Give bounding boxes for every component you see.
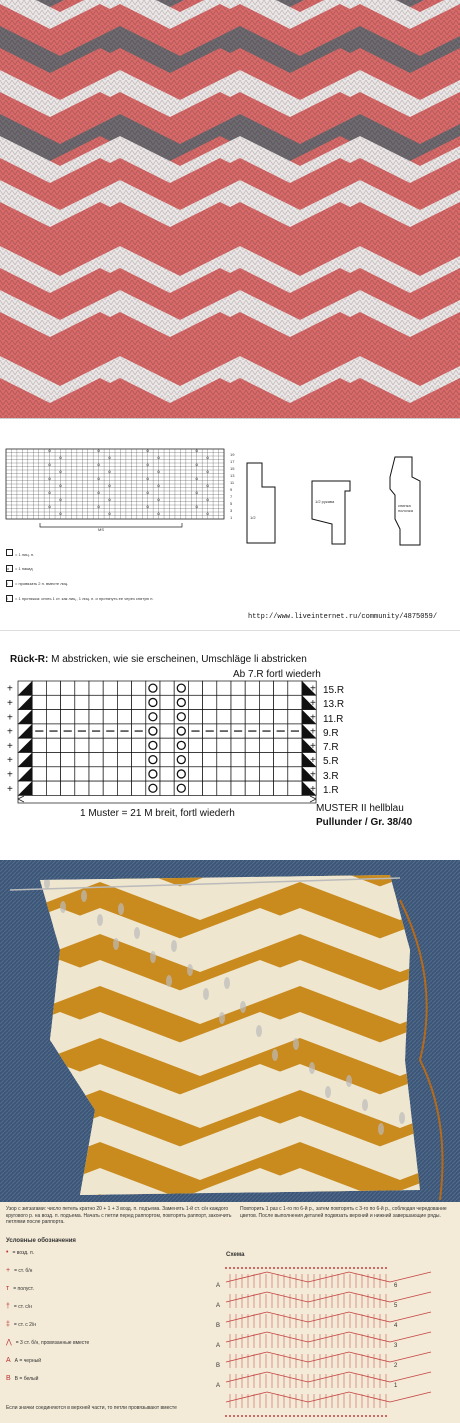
chart-cell — [274, 681, 288, 695]
legend-title: Условные обозначения — [6, 1238, 76, 1244]
chart-cell — [117, 738, 131, 752]
chart-cell — [288, 681, 302, 695]
chart-cell — [203, 710, 217, 724]
svg-text:+: + — [7, 712, 13, 724]
chart-cell — [132, 695, 146, 709]
chart-row-number: 5 — [230, 501, 233, 506]
crochet-schema-panel — [0, 1202, 460, 1423]
svg-text:+: + — [310, 740, 316, 752]
svg-text:+: + — [310, 726, 316, 738]
schema-row-letters — [216, 1276, 220, 1396]
crochet-legend-text: = полуст. — [13, 1286, 34, 1292]
chart-cell — [217, 681, 231, 695]
chart-cell — [75, 738, 89, 752]
chart-cell — [231, 710, 245, 724]
chart-cell — [203, 695, 217, 709]
schematic-label-2: 1/2 рукава — [315, 499, 335, 504]
chart-cell — [32, 753, 46, 767]
chart-cell — [160, 695, 174, 709]
chart-cell — [203, 767, 217, 781]
chart-cell — [89, 781, 103, 795]
schema-row-number: 3 — [394, 1343, 398, 1349]
chart-cell — [117, 781, 131, 795]
chart-cell — [231, 753, 245, 767]
crochet-symbol-icon: A — [6, 1357, 11, 1364]
chart-cell — [203, 681, 217, 695]
chart-cell — [174, 753, 188, 767]
schematic-half-sleeve — [312, 481, 350, 544]
chart-cell — [160, 681, 174, 695]
chart-cell — [103, 781, 117, 795]
chart-cell — [217, 695, 231, 709]
schematic-label-3: спинка — [398, 503, 411, 508]
schema-row-letter: A — [216, 1283, 221, 1289]
legend-k2tog: = провязать 2 п. вместе лиц. — [15, 581, 69, 586]
chart-cell — [61, 753, 75, 767]
chart-cell — [89, 753, 103, 767]
chart-cell — [146, 767, 160, 781]
svg-text:+: + — [310, 755, 316, 767]
schematic-label-1: 1/2 — [250, 515, 256, 520]
chart-row-number: 11 — [230, 480, 235, 485]
chart-cell — [32, 710, 46, 724]
chart-cell — [103, 681, 117, 695]
chart-cell — [288, 753, 302, 767]
svg-text:+: + — [7, 697, 13, 709]
chart-cell — [160, 710, 174, 724]
chart-cell — [103, 767, 117, 781]
chart-cell — [288, 710, 302, 724]
chart-cell — [174, 695, 188, 709]
chart-cell — [117, 681, 131, 695]
chart-cell — [146, 681, 160, 695]
chart-cell — [217, 753, 231, 767]
schema-row-numbers — [394, 1276, 397, 1396]
ms-label: MS — [98, 527, 104, 532]
svg-text:+: + — [310, 769, 316, 781]
chart-cell — [188, 681, 202, 695]
schema-row-letter: A — [216, 1383, 221, 1389]
crochet-symbol-icon: B — [6, 1375, 11, 1382]
chart-row-number: 19 — [230, 452, 235, 457]
chart-cell — [174, 767, 188, 781]
chart-cell — [132, 767, 146, 781]
legend-knit: = 1 лиц. п. — [15, 552, 35, 557]
chart-cell — [231, 781, 245, 795]
chart-cell — [288, 767, 302, 781]
chart-row-number: 17 — [230, 459, 235, 464]
muster-row-label: 15.R — [323, 685, 345, 696]
chart-cell — [188, 781, 202, 795]
svg-text:+: + — [310, 783, 316, 795]
chart-cell — [61, 681, 75, 695]
crochet-symbol-icon: ᴛ — [6, 1285, 10, 1292]
chart-cell — [32, 781, 46, 795]
schematic-half-front — [247, 463, 275, 543]
chart-cell — [288, 781, 302, 795]
chart-cell — [245, 681, 259, 695]
chart-cell — [231, 695, 245, 709]
chart-cell — [203, 781, 217, 795]
chart-cell — [89, 738, 103, 752]
legend-skp: = 1 протяжка: снять 1 ст. как лиц., 1 лиц. п. и протянуть ее через снятую п. — [15, 596, 154, 601]
muster-row-label: 7.R — [323, 742, 339, 754]
chart-cell — [259, 738, 273, 752]
chart-cell — [46, 681, 60, 695]
muster-row-label: 1.R — [323, 785, 339, 797]
schematic-label-4: полочка — [398, 508, 413, 513]
chart-cell — [146, 753, 160, 767]
chart-cell — [46, 695, 60, 709]
legend-note: Если значки соединяются в верхней части, то петли провязывают вместе — [6, 1405, 177, 1411]
svg-text:+: + — [310, 712, 316, 724]
chart-cell — [132, 681, 146, 695]
chart-cell — [259, 753, 273, 767]
crochet-symbol-icon: ⋀ — [6, 1339, 12, 1346]
chart-cell — [217, 781, 231, 795]
chart-cell — [146, 710, 160, 724]
schema-row-number: 1 — [394, 1383, 398, 1389]
chart-cell — [259, 781, 273, 795]
chart-cell — [274, 710, 288, 724]
chart-cell — [160, 781, 174, 795]
chart-cell — [245, 753, 259, 767]
chart-cell — [217, 767, 231, 781]
chart-cell — [288, 738, 302, 752]
chart-cell — [103, 738, 117, 752]
chart-cell — [117, 695, 131, 709]
svg-text:+: + — [7, 726, 13, 738]
chart-cell — [174, 738, 188, 752]
chart-cell — [174, 781, 188, 795]
crochet-legend-text: = ст. с 2/н — [13, 1322, 37, 1328]
chart-cell — [103, 710, 117, 724]
chart-row-numbers — [230, 451, 244, 521]
crochet-legend-text: А = черный — [14, 1358, 42, 1364]
chart-cell — [274, 767, 288, 781]
chart-cell — [259, 695, 273, 709]
chart-cell — [203, 738, 217, 752]
schema-row-number: 2 — [394, 1363, 398, 1369]
muster-row-label: 9.R — [323, 727, 339, 739]
chart-cell — [46, 738, 60, 752]
chart-cell — [132, 781, 146, 795]
chart-cell — [288, 695, 302, 709]
chart-cell — [32, 767, 46, 781]
schema-text-right: Повторить 1 раз с 1-го по 6-й р., затем повторять с 3-го по 6-й р., соблюдая чередование цветов. После выполнения деталей подвязать верхний и нижний завершающие ряды. — [240, 1206, 447, 1219]
crochet-photo-ochre — [0, 860, 460, 1202]
chart-cell — [245, 767, 259, 781]
chart-cell — [231, 767, 245, 781]
chart-cell — [245, 710, 259, 724]
chart-cell — [61, 767, 75, 781]
chart-cell — [61, 738, 75, 752]
chart-cell — [46, 753, 60, 767]
svg-text:+: + — [7, 683, 13, 695]
repeat-label: 1 Muster = 21 M breit, fortl wiederh — [80, 808, 235, 819]
chart-cell — [32, 738, 46, 752]
rueck-heading-text: M abstricken, wie sie erscheinen, Umschläge li abstricken — [51, 654, 307, 665]
muster-row-label: 3.R — [323, 770, 339, 782]
chart-cell — [61, 781, 75, 795]
chart-cell — [245, 695, 259, 709]
muster-row-label: 13.R — [323, 699, 345, 711]
chart-row-number: 9 — [230, 487, 233, 492]
schematic-back-front — [390, 457, 420, 545]
chart-cell — [217, 738, 231, 752]
chart-cell — [146, 781, 160, 795]
chart-cell — [259, 767, 273, 781]
chart-cell — [132, 710, 146, 724]
chart-cell — [231, 738, 245, 752]
chart-cell — [32, 695, 46, 709]
chart-cell — [245, 781, 259, 795]
chart-row-number: 3 — [230, 508, 233, 513]
schema-row-number: 5 — [394, 1303, 398, 1309]
chart-cell — [160, 753, 174, 767]
muster-row-label: 5.R — [323, 756, 339, 768]
chart-cell — [89, 767, 103, 781]
crochet-legend-text: = ст. б/н — [14, 1268, 33, 1274]
chart-cell — [259, 710, 273, 724]
chart-cell — [89, 681, 103, 695]
chart-cell — [75, 695, 89, 709]
chart-cell — [75, 710, 89, 724]
chart-cell — [188, 738, 202, 752]
chart-cell — [146, 724, 160, 738]
chart-cell — [160, 738, 174, 752]
chart-cell — [89, 695, 103, 709]
schema-row-letter: B — [216, 1363, 221, 1369]
chart-cell — [132, 738, 146, 752]
schema-row-letter: A — [216, 1303, 221, 1309]
chart-legend: = 1 лиц. п. o = 1 накид / = провязать 2 п. вместе лиц. \ = 1 протяжка: снять 1 ст. как лиц., 1 лиц. п. и протянуть ее через снятую п. — [6, 549, 306, 602]
chart-cell — [89, 710, 103, 724]
crochet-legend-text: В = белый — [14, 1376, 39, 1382]
rueck-heading-bold: Rück-R: — [10, 654, 49, 665]
chart-cell — [274, 738, 288, 752]
crochet-legend-text: = возд. п. — [12, 1250, 35, 1256]
chart-row-number: 7 — [230, 494, 233, 499]
chart-cell — [61, 695, 75, 709]
svg-text:+: + — [310, 683, 316, 695]
svg-text:+: + — [7, 783, 13, 795]
chart-cell — [231, 681, 245, 695]
schema-row-number: 4 — [394, 1323, 398, 1329]
pattern-chart-panel — [0, 418, 460, 631]
chart-cell — [160, 724, 174, 738]
knit-photo-pink-gray — [0, 0, 460, 418]
chart-cell — [203, 753, 217, 767]
schema-text-left: Узор с зигзагами: число петель кратно 20 + 1 + 3 возд. п. подъема. Заменять 1-й ст. с/н каждого кругового р. на возд. п. подъема. Начать с петли перед раппортом, повторять раппорт, закончить петлями после раппорта. — [6, 1206, 232, 1225]
schema-title: Схема — [226, 1252, 245, 1258]
muster-label: MUSTER II hellblau — [316, 803, 404, 814]
chart-cell — [46, 767, 60, 781]
muster-chart-panel — [0, 630, 460, 861]
chart-row-number: 13 — [230, 473, 235, 478]
legend-yarnover: = 1 накид — [15, 566, 33, 571]
chart-cell — [274, 753, 288, 767]
chart-cell — [245, 738, 259, 752]
schema-row-letter: B — [216, 1323, 221, 1329]
chart-cell — [259, 681, 273, 695]
crochet-symbol-icon: • — [6, 1249, 9, 1256]
crochet-symbol-icon: ‡ — [6, 1321, 10, 1328]
chart-cell — [174, 724, 188, 738]
chart-cell — [274, 781, 288, 795]
chart-cell — [117, 753, 131, 767]
muster-row-labels — [323, 684, 344, 798]
source-url[interactable]: http://www.liveinternet.ru/community/4875059/ — [248, 613, 438, 621]
schema-row-letter: A — [216, 1343, 221, 1349]
chart-cell — [146, 695, 160, 709]
svg-text:+: + — [7, 755, 13, 767]
chart-cell — [103, 695, 117, 709]
crochet-photo-image — [0, 860, 460, 1202]
chart-cell — [188, 767, 202, 781]
chart-cell — [188, 695, 202, 709]
chart-cell — [132, 753, 146, 767]
crochet-legend-text: = 3 ст. б/н, провязанные вместе — [15, 1340, 90, 1346]
pullunder-label: Pullunder / Gr. 38/40 — [316, 817, 413, 828]
chart-cell — [217, 710, 231, 724]
chart-cell — [75, 681, 89, 695]
chart-cell — [188, 710, 202, 724]
chart-cell — [146, 738, 160, 752]
crochet-symbol-icon: † — [6, 1303, 10, 1310]
crochet-legend-text: = ст. с/н — [13, 1304, 32, 1310]
chart-cell — [32, 681, 46, 695]
chart-cell — [188, 753, 202, 767]
svg-text:+: + — [310, 697, 316, 709]
chart-cell — [46, 781, 60, 795]
muster-row-label: 11.R — [323, 713, 344, 725]
crochet-symbol-icon: + — [6, 1267, 11, 1274]
svg-text:+: + — [7, 740, 13, 752]
chart-cell — [61, 710, 75, 724]
chart-cell — [75, 781, 89, 795]
chart-cell — [75, 767, 89, 781]
svg-text:+: + — [7, 769, 13, 781]
chart-cell — [117, 767, 131, 781]
chart-cell — [174, 681, 188, 695]
chart-cell — [174, 710, 188, 724]
chart-cell — [75, 753, 89, 767]
schema-row-number: 6 — [394, 1283, 398, 1289]
chart-cell — [103, 753, 117, 767]
chart-cell — [160, 767, 174, 781]
chart-cell — [117, 710, 131, 724]
ab-label: Ab 7.R fortl wiederh — [233, 669, 321, 680]
knit-photo-pink-gray-image — [0, 0, 460, 418]
chart-cell — [274, 695, 288, 709]
chart-row-number: 1 — [230, 515, 233, 520]
chart-cell — [46, 710, 60, 724]
crochet-schema-svg — [0, 1202, 460, 1423]
chart-row-number: 15 — [230, 466, 235, 471]
